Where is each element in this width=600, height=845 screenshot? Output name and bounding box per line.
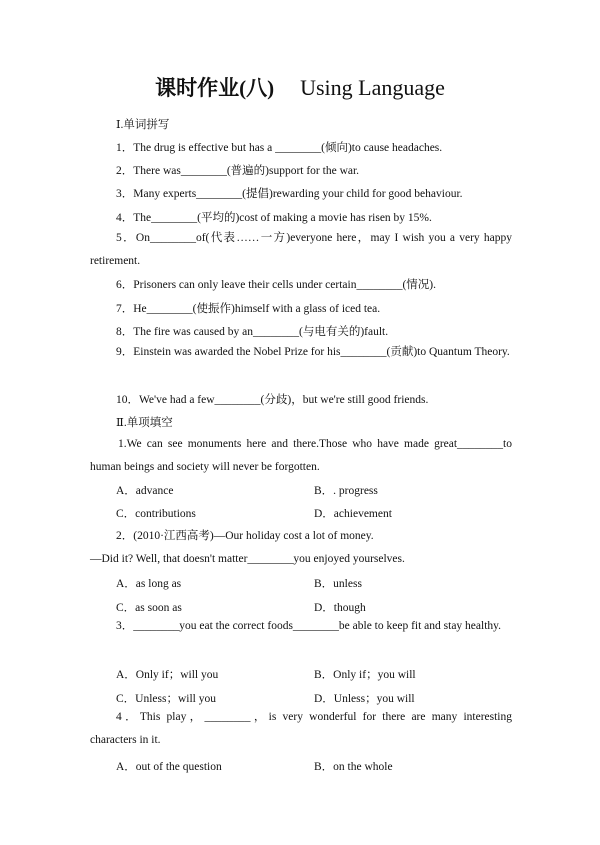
question-2-stem-reply: —Did it? Well, that doesn't matter________you enjoyed yourselves. — [90, 553, 405, 565]
title-en: Using Language — [300, 75, 445, 100]
word-item-1: 1．The drug is effective but has a ________(倾向)to cause headaches. — [116, 142, 443, 154]
question-4-option-b: B．on the whole — [314, 761, 393, 773]
word-item-2: 2．There was________(普遍的)support for the war. — [116, 165, 360, 177]
question-1-option-a: A．advance — [116, 485, 174, 497]
question-1-stem: 1.We can see monuments here and there.Those who have made great________to human beings and society will never be forgotten. — [90, 438, 512, 473]
question-2-option-a: A．as long as — [116, 578, 182, 590]
word-item-5: 5．On________of(代表……一方)everyone here，may I wish you a very happy retirement. — [90, 232, 512, 267]
question-2-option-c: C．as soon as — [116, 602, 182, 614]
question-4-stem: 4．This play，________，is very wonderful for there are many interesting characters in it. — [90, 711, 512, 746]
word-item-10: 10．We've had a few________(分歧)，but we're still good friends. — [116, 394, 429, 406]
word-item-9: 9．Einstein was awarded the Nobel Prize for his________(贡献)to Quantum Theory. — [116, 346, 510, 358]
question-3-option-b: B．Only if；you will — [314, 669, 416, 681]
word-item-4: 4．The________(平均的)cost of making a movie has risen by 15%. — [116, 212, 432, 224]
question-1-option-b: B．. progress — [314, 485, 378, 497]
page-title — [0, 72, 600, 102]
question-3-option-a: A．Only if；will you — [116, 669, 219, 681]
question-1-option-d: D．achievement — [314, 508, 392, 520]
question-2-option-b: B．unless — [314, 578, 362, 590]
question-3-option-d: D．Unless；you will — [314, 693, 415, 705]
question-3-option-c: C．Unless；will you — [116, 693, 216, 705]
word-item-6: 6．Prisoners can only leave their cells under certain________(情况). — [116, 279, 436, 291]
question-2-option-d: D．though — [314, 602, 366, 614]
question-2-stem: 2．(2010·江西高考)—Our holiday cost a lot of money. — [116, 530, 374, 542]
word-item-3: 3．Many experts________(提倡)rewarding your child for good behaviour. — [116, 188, 463, 200]
question-1-option-c: C．contributions — [116, 508, 196, 520]
section-2-heading: Ⅱ.单项填空 — [116, 417, 173, 429]
title-cn: 课时作业(八) — [155, 76, 275, 100]
word-item-7: 7．He________(使振作)himself with a glass of iced tea. — [116, 303, 381, 315]
word-item-8: 8．The fire was caused by an________(与电有关的)fault. — [116, 326, 389, 338]
question-3-stem: 3．________you eat the correct foods________be able to keep fit and stay healthy. — [116, 620, 502, 632]
section-1-heading: Ⅰ.单词拼写 — [116, 119, 170, 131]
question-4-option-a: A．out of the question — [116, 761, 222, 773]
